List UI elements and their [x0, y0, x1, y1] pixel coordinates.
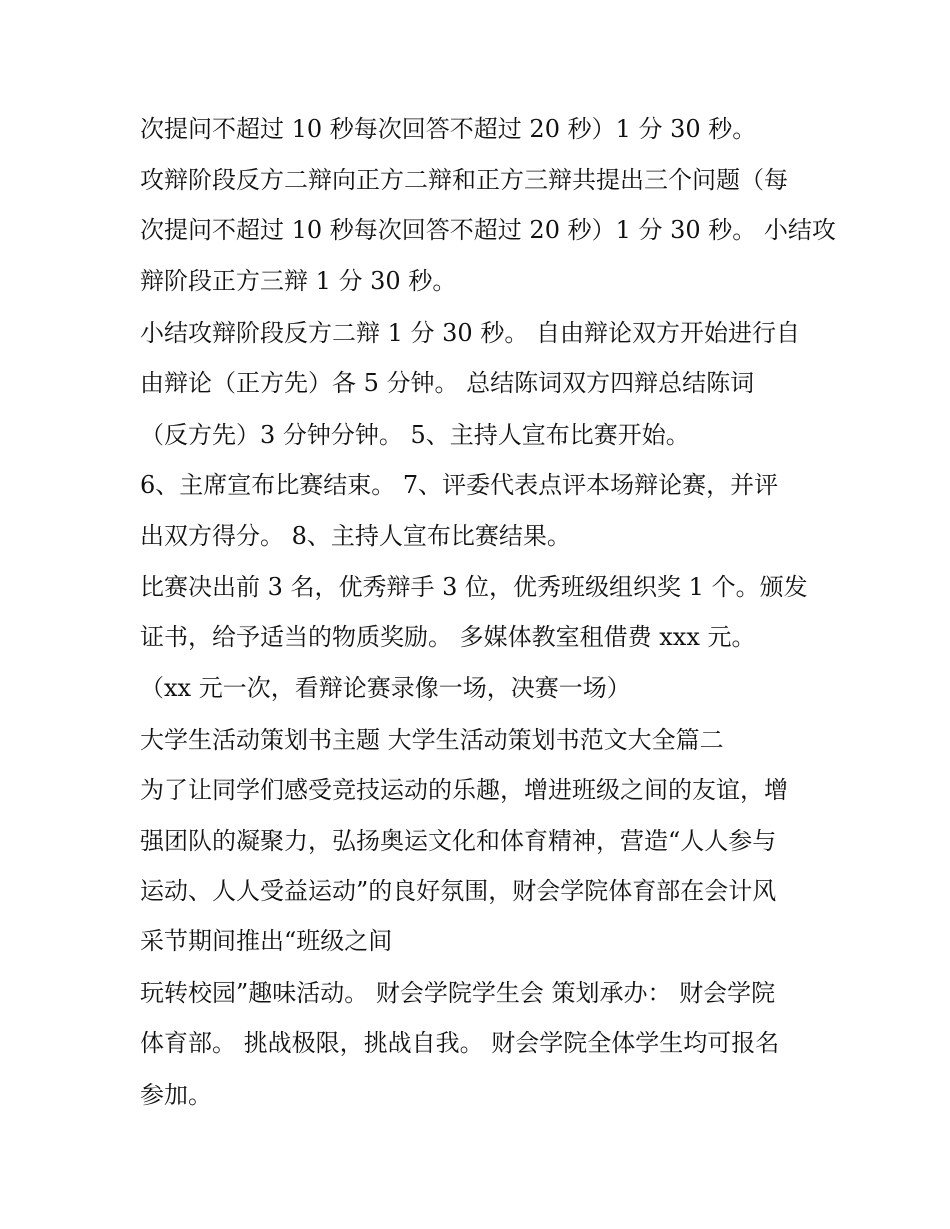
text-line: 采节期间推出“班级之间: [140, 927, 393, 955]
text-line: 为了让同学们感受竞技运动的乐趣，增进班级之间的友谊，增: [140, 776, 788, 804]
text-line: 运动、人人受益运动”的良好氛围，财会学院体育部在会计风: [140, 877, 777, 905]
text-line: 辩阶段正方三辩 1 分 30 秒。: [140, 267, 457, 295]
text-line: 由辩论（正方先）各 5 分钟。 总结陈词双方四辩总结陈词: [140, 369, 755, 397]
text-line: 次提问不超过 10 秒每次回答不超过 20 秒）1 分 30 秒。: [140, 115, 757, 143]
text-line: 大学生活动策划书主题 大学生活动策划书范文大全篇二: [140, 726, 724, 754]
text-line: 比赛决出前 3 名，优秀辩手 3 位，优秀班级组织奖 1 个。颁发: [140, 573, 808, 601]
text-line: 小结攻辩阶段反方二辩 1 分 30 秒。 自由辩论双方开始进行自: [140, 319, 800, 347]
text-line: 6、主席宣布比赛结束。 7、评委代表点评本场辩论赛，并评: [140, 471, 779, 499]
text-line: 出双方得分。 8、主持人宣布比赛结果。: [140, 522, 571, 550]
text-line: 参加。: [140, 1081, 212, 1109]
text-line: （反方先）3 分钟分钟。 5、主持人宣布比赛开始。: [140, 421, 690, 449]
text-line: 体育部。 挑战极限，挑战自我。 财会学院全体学生均可报名: [140, 1029, 780, 1057]
text-line: （xx 元一次，看辩论赛录像一场，决赛一场）: [140, 674, 631, 702]
text-line: 强团队的凝聚力，弘扬奥运文化和体育精神，营造“人人参与: [140, 827, 777, 855]
text-line: 次提问不超过 10 秒每次回答不超过 20 秒）1 分 30 秒。 小结攻: [140, 216, 836, 244]
text-line: 玩转校园”趣味活动。 财会学院学生会 策划承办： 财会学院: [140, 979, 776, 1007]
text-line: 证书，给予适当的物质奖励。 多媒体教室租借费 xxx 元。: [140, 623, 756, 651]
text-line: 攻辩阶段反方二辩向正方二辩和正方三辩共提出三个问题（每: [140, 166, 788, 194]
